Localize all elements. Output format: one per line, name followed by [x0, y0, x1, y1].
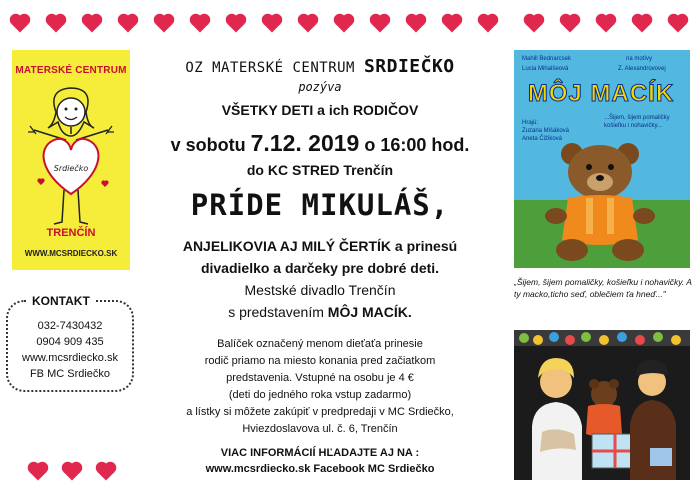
text-line-3: Mestské divadlo Trenčín	[244, 282, 396, 298]
event-time: o 16:00 hod.	[364, 135, 470, 155]
contact-phone-1[interactable]: 032-7430432	[37, 320, 103, 332]
poster-credit-1: na motívy	[626, 56, 653, 62]
heart-icon	[64, 464, 81, 481]
contact-web[interactable]: www.mcsrdiecko.sk	[22, 352, 118, 364]
text-line-4	[130, 304, 510, 320]
audience-line: VŠETKY DETI a ich RODIČOV	[221, 102, 419, 118]
logo-title: MATERSKÉ CENTRUM	[15, 65, 127, 76]
contact-facebook[interactable]: FB MC Srdiečko	[29, 368, 111, 380]
heart-icon	[526, 16, 543, 33]
contact-heading: KONTAKT	[28, 294, 94, 308]
poster-cast-1: Zuzana Mišáková	[522, 128, 570, 134]
contact-phone-2[interactable]: 0904 909 435	[36, 336, 104, 348]
girl-figure-icon	[26, 82, 116, 232]
mc-srdiecko-logo	[12, 50, 130, 270]
logo-heart-text: Srdiečko	[53, 164, 89, 173]
poster-cast-2: Aneta Čižiková	[522, 136, 563, 142]
info-line-3: predstavenia. Vstupné na osobu je 4 €	[226, 372, 414, 384]
text-line-1: ANJELIKOVIA AJ MILÝ ČERTÍK a prinesú	[182, 238, 458, 254]
heart-icon	[84, 16, 101, 33]
venue-line: do KC STRED Trenčín	[246, 162, 394, 178]
info-line-1: Balíček označený menom dieťaťa prinesie	[217, 338, 423, 350]
heart-icon	[634, 16, 651, 33]
poster-name-2: Lucia Mihalšeová	[522, 66, 569, 72]
organizer-name: SRDIEČKO	[363, 56, 455, 77]
show-title: MÔJ MACÍK.	[327, 304, 412, 320]
poster-cast-label: Hrajú:	[522, 120, 539, 126]
logo-web: WWW.MCSRDIECKO.SK	[24, 249, 118, 258]
organizer-prefix: OZ MATERSKÉ CENTRUM	[185, 60, 355, 76]
heart-icon	[562, 16, 579, 33]
info-line-5: a lístky si môžete zakúpiť v predpredaji v MC Srdiečko,	[186, 406, 454, 418]
poster-credit-2: Z. Alexandrovovej	[618, 66, 666, 72]
info-line-6: Hviezdoslavova ul. č. 6, Trenčín	[242, 423, 398, 435]
logo-city: TRENČÍN	[46, 227, 96, 239]
poster-title: MÔJ MACÍK	[527, 80, 675, 107]
heart-icon	[670, 16, 687, 33]
heart-icon	[98, 464, 115, 481]
actors-photo-icon	[514, 330, 690, 480]
text-line-2: divadielko a darčeky pre dobré deti.	[200, 260, 440, 276]
more-info-heading: VIAC INFORMÁCIÍ HĽADAJTE AJ NA :	[220, 447, 420, 459]
theater-photo	[514, 330, 690, 480]
heart-icon	[598, 16, 615, 33]
show-prefix: s predstavením	[228, 304, 324, 320]
poster-name-1: Mahill Bednarcsek	[522, 56, 572, 62]
date-prefix: v sobotu	[170, 135, 246, 155]
invites-line: pozýva	[298, 80, 342, 94]
event-date: 7.12. 2019	[250, 130, 360, 156]
heart-icon	[30, 464, 47, 481]
info-line-2: rodič priamo na miesto konania pred začiatkom	[204, 355, 436, 367]
info-line-4: (deti do jedného roka vstup zadarmo)	[228, 389, 412, 401]
teddy-bear-icon	[542, 138, 662, 264]
show-poster	[514, 50, 690, 268]
invitation-text	[130, 0, 510, 494]
heart-icon	[48, 16, 65, 33]
heart-icon	[12, 16, 29, 33]
organizer-line	[130, 56, 510, 77]
poster-quote: „Šijem, šijem pomaličky, košieľku i nohavičky. A ty macko,ticho seď, oblečiem ťa hneď..."	[514, 277, 692, 299]
headline: PRÍDE MIKULÁŠ,	[190, 188, 450, 222]
poster-subtitle: ...Šijem, šijem pomaličky košieľku i nohavičky...	[604, 115, 670, 129]
heart-border-bottom	[30, 460, 130, 480]
date-line	[130, 130, 510, 157]
more-info-links[interactable]: www.mcsrdiecko.sk Facebook MC Srdiečko	[205, 463, 435, 475]
contact-box	[6, 294, 134, 392]
